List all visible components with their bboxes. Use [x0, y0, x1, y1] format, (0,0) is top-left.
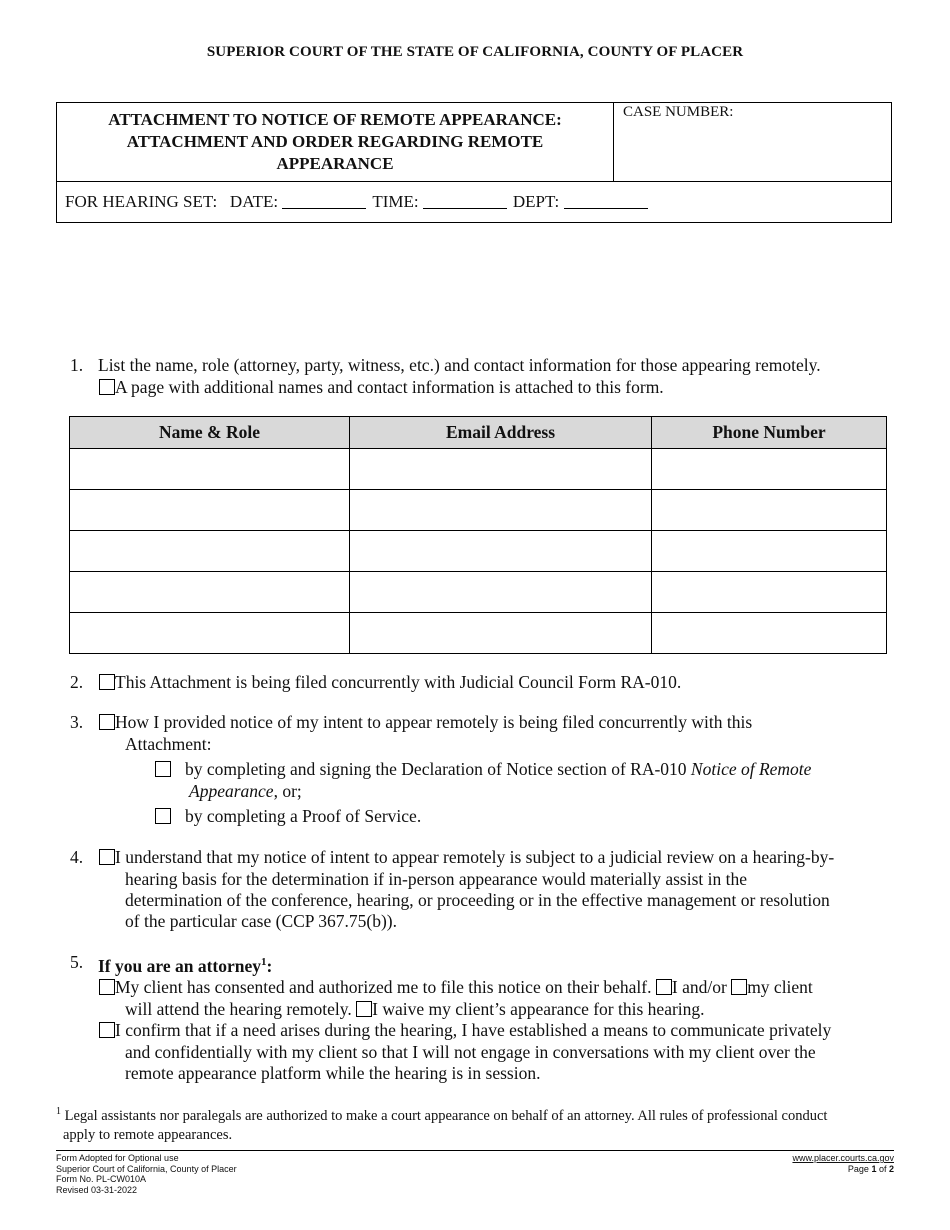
- phone-cell[interactable]: [652, 449, 887, 490]
- attend-remotely-text: will attend the hearing remotely.: [125, 999, 352, 1019]
- footer-adopted: Form Adopted for Optional use: [56, 1153, 179, 1163]
- court-website-link[interactable]: www.placer.courts.ca.gov: [792, 1153, 894, 1163]
- item-4-text-cont: determination of the conference, hearing, or proceeding or in the effective management or resolution: [125, 890, 830, 910]
- item-3-text: How I provided notice of my intent to appear remotely is being filed concurrently with this: [115, 712, 753, 732]
- private-communication-checkbox[interactable]: [99, 1022, 115, 1038]
- item-2-text: This Attachment is being filed concurrently with Judicial Council Form RA-010.: [115, 672, 682, 692]
- footnote-marker: 1: [56, 1106, 61, 1117]
- footnote: [56, 1102, 896, 1145]
- column-header-email: Email Address: [350, 417, 652, 449]
- item-3-option-a-cont: [189, 781, 302, 803]
- footnote-text-cont: apply to remote appearances.: [63, 1126, 233, 1143]
- table-row: [70, 572, 887, 613]
- i-and-or-text: I and/or: [671, 977, 727, 997]
- table-row: [70, 613, 887, 654]
- page-number: 1: [871, 1163, 877, 1174]
- name-role-cell[interactable]: [70, 572, 350, 613]
- phone-cell[interactable]: [652, 572, 887, 613]
- column-header-name-role: Name & Role: [70, 417, 350, 449]
- footer-page-info: [792, 1153, 894, 1174]
- item-2-number: 2.: [70, 672, 84, 692]
- item-4-number: 4.: [70, 847, 84, 867]
- item-5-option-b: [99, 1020, 831, 1042]
- waive-appearance-checkbox[interactable]: [356, 1001, 372, 1017]
- concurrent-filing-checkbox[interactable]: [99, 674, 115, 690]
- page-of: of: [876, 1163, 889, 1174]
- table-row: [70, 490, 887, 531]
- form-title-line: ATTACHMENT AND ORDER REGARDING REMOTE: [126, 132, 544, 151]
- waive-appearance-text: I waive my client’s appearance for this hearing.: [372, 999, 705, 1019]
- client-consent-checkbox[interactable]: [99, 979, 115, 995]
- heading-colon: :: [266, 955, 273, 976]
- case-number-label: CASE NUMBER:: [623, 104, 734, 120]
- contacts-table: [69, 416, 887, 654]
- name-role-cell[interactable]: [70, 531, 350, 572]
- item-1-attachment-option: [99, 377, 664, 399]
- option-a-tail: , or;: [273, 781, 302, 801]
- option-b-text: by completing a Proof of Service.: [185, 806, 422, 826]
- item-2: [99, 672, 681, 694]
- email-cell[interactable]: [350, 613, 652, 654]
- dept-label: DEPT:: [512, 192, 560, 211]
- name-role-cell[interactable]: [70, 490, 350, 531]
- declaration-of-notice-checkbox[interactable]: [155, 761, 171, 777]
- client-consent-text: My client has consented and authorized me to file this notice on their behalf.: [115, 977, 652, 997]
- form-title-line: ATTACHMENT TO NOTICE OF REMOTE APPEARANCE:: [108, 110, 562, 129]
- phone-cell[interactable]: [652, 531, 887, 572]
- table-row: [70, 531, 887, 572]
- item-1-number: 1.: [70, 355, 84, 375]
- item-5-heading: [98, 952, 272, 977]
- date-field[interactable]: [282, 193, 366, 209]
- page-indicator: [792, 1164, 894, 1175]
- page-total: 2: [888, 1163, 894, 1174]
- judicial-review-checkbox[interactable]: [99, 849, 115, 865]
- item-3-option-a: [155, 759, 811, 781]
- client-attend-checkbox[interactable]: [731, 979, 747, 995]
- item-4-text: I understand that my notice of intent to appear remotely is subject to a judicial review on a hearing-by-: [115, 847, 835, 867]
- footer-form-info: [56, 1153, 237, 1195]
- column-header-phone: Phone Number: [652, 417, 887, 449]
- notice-provided-checkbox[interactable]: [99, 714, 115, 730]
- item-1-text: List the name, role (attorney, party, witness, etc.) and contact information for those appearing remotely.: [98, 355, 821, 375]
- item-3-number: 3.: [70, 712, 84, 732]
- item-5-option-a: [99, 977, 813, 999]
- additional-page-label: A page with additional names and contact information is attached to this form.: [115, 377, 664, 397]
- phone-cell[interactable]: [652, 490, 887, 531]
- option-a-italic-cont: Appearance: [189, 781, 274, 801]
- item-3: [99, 712, 752, 734]
- time-field[interactable]: [423, 193, 507, 209]
- email-cell[interactable]: [350, 449, 652, 490]
- email-cell[interactable]: [350, 531, 652, 572]
- my-client-text: my client: [747, 977, 813, 997]
- option-a-text: by completing and signing the Declaration of Notice section of RA-010: [185, 759, 687, 779]
- date-label: DATE:: [229, 192, 279, 211]
- hearing-label: FOR HEARING SET:: [65, 192, 218, 211]
- item-5-option-b-cont: and confidentially with my client so that I will not engage in conversations with my client over the: [125, 1042, 816, 1062]
- item-3-text-cont: Attachment:: [125, 734, 212, 754]
- i-attend-checkbox[interactable]: [656, 979, 672, 995]
- item-5-option-b-cont: remote appearance platform while the hearing is in session.: [125, 1063, 541, 1083]
- item-4: [99, 847, 834, 869]
- email-cell[interactable]: [350, 572, 652, 613]
- item-5-option-a-cont: [125, 999, 705, 1021]
- email-cell[interactable]: [350, 490, 652, 531]
- proof-of-service-checkbox[interactable]: [155, 808, 171, 824]
- item-4-text-cont: of the particular case (CCP 367.75(b)).: [125, 911, 397, 931]
- phone-cell[interactable]: [652, 613, 887, 654]
- item-3-option-b: [155, 806, 421, 828]
- item-4-text-cont: hearing basis for the determination if in-person appearance would materially assist in the: [125, 869, 748, 889]
- court-title: SUPERIOR COURT OF THE STATE OF CALIFORNIA, COUNTY OF PLACER: [206, 44, 744, 60]
- hearing-set-row: [65, 192, 654, 212]
- attorney-heading: If you are an attorney: [98, 955, 261, 976]
- case-number-field[interactable]: [614, 103, 891, 182]
- footnote-line: [56, 1102, 896, 1126]
- form-title: [57, 103, 614, 182]
- footnote-ref: 1: [261, 956, 267, 968]
- dept-field[interactable]: [564, 193, 648, 209]
- footnote-text: Legal assistants nor paralegals are authorized to make a court appearance on behalf of an attorney. All rules of professional conduct: [64, 1107, 828, 1124]
- item-5-number: 5.: [70, 952, 84, 972]
- table-header-row: [70, 417, 887, 449]
- table-row: [70, 449, 887, 490]
- footer-revised: Revised 03-31-2022: [56, 1184, 138, 1195]
- time-label: TIME:: [372, 192, 419, 211]
- footer-form-number: Form No. PL-CW010A: [56, 1174, 147, 1184]
- page-prefix: Page: [847, 1163, 872, 1174]
- name-role-cell[interactable]: [70, 449, 350, 490]
- form-title-line: APPEARANCE: [276, 154, 394, 173]
- footer-court: Superior Court of California, County of Placer: [56, 1163, 237, 1174]
- private-communication-text: I confirm that if a need arises during the hearing, I have established a means to communicate privately: [115, 1020, 832, 1040]
- form-header-box: [56, 102, 892, 223]
- name-role-cell[interactable]: [70, 613, 350, 654]
- additional-page-checkbox[interactable]: [99, 379, 115, 395]
- option-a-italic: Notice of Remote: [690, 759, 812, 779]
- footer-divider: [56, 1150, 894, 1151]
